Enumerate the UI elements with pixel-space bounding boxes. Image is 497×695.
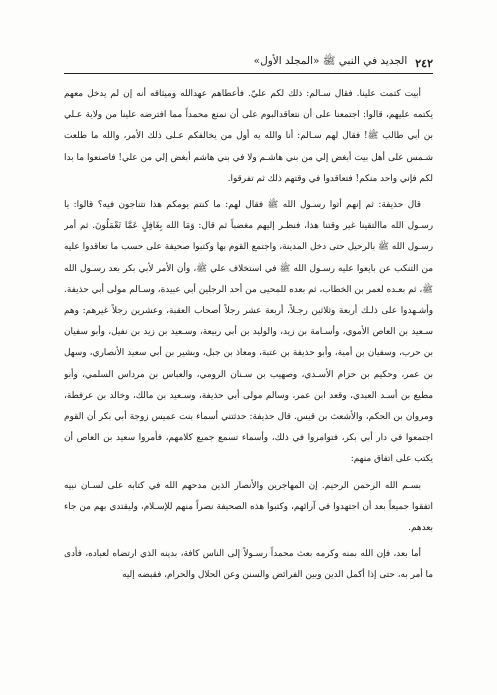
- paragraph: قال حذيفة: ثم إنهم أتوا رسـول الله ﷺ فقال لهم: ما كنتم يومكم هذا تتناجون فيه؟ قالوا: يا رسـول الله ماالتقينا غير وقتنا هذا، فنظـر إليهم مغضباً ثم قال: وَمَا الله بِغَافِلٍ عَمَّا تَعْمَلُونَ. ثم أمر رسـول الله ﷺ بالرحيل حتى دخل المدينة، واجتمع القوم بها وكتبوا صحيفة على حسب ما تعاقدوا عليه من التنكب عن بايعوا عليه رسـول الله ﷺ في استخلاف علي ﷺ، وأن الأمر لأبي بكر بعد رسـول الله ﷺ، ثم بعـده لعمر بن الخطاب، ثم بعده للمحيى من أحد الرجلين أبي عبيدة، وسـالم مولى أبي حذيفة. وأشـهدوا على ذلـك أربعة وثلاثين رجـلاً، أربعة عشر رجلاً أصحاب العقبة، وعشرين رجلاً غيرهم: وهم سـعيد بن العاص الأموي، وأسـامة بن زيد، والوليد بن أبي ربيعة، وسـعيد بن زيد بن نفيل، وأبو سفيان بن حرب، وسفيان بن أمية، وأبو حذيفة بن عتبة، ومعاذ بن جبل، وبشير بن أبي سعيد الأنصاري، وسهل بن عمر، وحكيم بن حزام الأسـدي، وصهيب بن سـنان الرومي، والعباس بن مرداس السلمي، وأبو مطيع بن أسـد العبدي، وقعد ابن عمر، وسالم مولى أبي حذيفة، وسـعيد بن مالك، وخالد بن عرفطة، ومروان بن الحكم، والأشعث بن قيس. قال حذيفة: حدثتني أسماء بنت عميس زوجة أبي بكر أن القوم اجتمعوا في دار أبي بكر، فتوامروا في ذلك، وأسماء تسمع جميع كلامهم، فأمروا سعيد بن العاص أن يكتب على اتفاق منهم:: [64, 200, 433, 465]
- header-rule: [64, 73, 433, 74]
- paragraph: أبيت كتمت علينا. فقال سـالم: ذلك لكم عليّ. فأعطاهم عهدالله وميثاقه أنه إن لم يدخل معهم يكتمه عليهم، قالوا: اجتمعنا على أن نتعاقدالبوم على أن نمنع محمداً مما افترضه علينا من ولاية عـلي بن أبي طالب ﷺ! فقال لهم سـالم: أنا والله يه أول من يخالفكم عـلى ذلك الأمر، والله ما طلعت شـمس على أهل بيت أبغض إلي من بني هاشـم ولا في بني هاشم أبغض إلي من علي! فاصنعوا ما بدا لكم فإني واحد منكم! فتعاقدوا في وقتهم ذلك ثم تفرقوا.: [64, 89, 433, 184]
- paragraph: أما بعد، فإن الله بمنه وكرمه بعث محمداً رسـولاً إلى الناس كافة، بدينه الذي ارتضاه لعباده، فأدى ما أمر به، حتى إذا أكمل الدين وبين الفرائض والسنن وعن الحلال والحرام، فقبضه إليه: [64, 549, 433, 581]
- paragraph: بسـم الله الرحمن الرحيم. إن المهاجرين والأنصار الذين مدحهم الله في كتابه على لسـان نبيه اتفقوا جميعاً بعد أن اجتهدوا في آرائهم، وكتبوا هذه الصحيفة نصراً منهم للإسـلام، وليقتدي بهم من جاء بعدهم.: [64, 480, 433, 534]
- running-title: الجديد في النبي ﷺ «المجلد الأول»: [253, 55, 408, 67]
- page-body: [64, 84, 433, 673]
- page-header: [64, 52, 433, 70]
- page-number: ٢٤٢: [415, 57, 433, 70]
